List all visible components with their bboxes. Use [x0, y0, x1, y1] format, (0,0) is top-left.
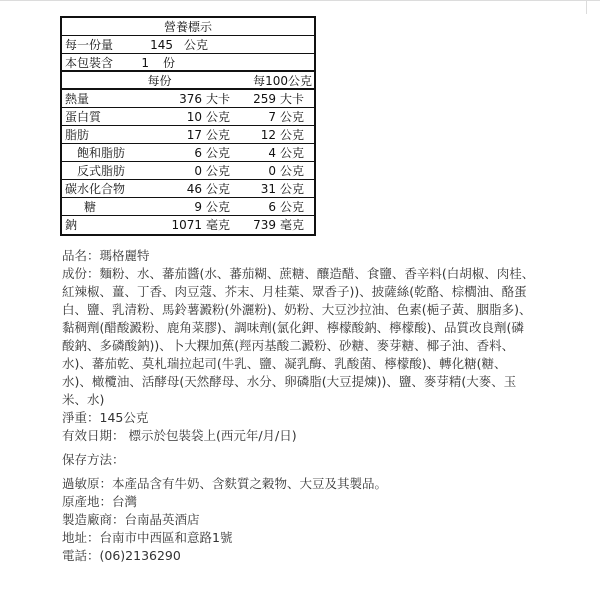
nutrient-value-per-100g: 259 — [253, 92, 276, 106]
nutrient-unit-per-100g: 大卡 — [280, 92, 305, 106]
nutrient-row — [62, 180, 314, 198]
nutrient-unit-per-serving: 公克 — [206, 146, 231, 160]
phone: 電話：(06)2136290 — [62, 548, 181, 563]
nutrient-row — [62, 126, 314, 144]
servings-value: 1 — [141, 56, 150, 70]
serving-size-row — [62, 36, 314, 54]
nutrient-row — [62, 198, 314, 216]
nutrition-title: 營養標示 — [163, 20, 212, 34]
nutrient-unit-per-100g: 公克 — [280, 182, 305, 196]
nutrient-name: 脂肪 — [65, 128, 90, 142]
nutrient-name: 糖 — [84, 200, 97, 214]
nutrient-unit-per-serving: 公克 — [206, 182, 231, 196]
nutrient-unit-per-serving: 公克 — [206, 110, 231, 124]
nutrient-name: 鈉 — [65, 218, 78, 232]
nutrient-value-per-100g: 12 — [260, 128, 276, 142]
nutrient-row — [62, 108, 314, 126]
servings-unit: 份 — [163, 56, 176, 70]
nutrient-row — [62, 216, 314, 234]
nutrient-name: 熱量 — [65, 92, 90, 106]
nutrient-name: 飽和脂肪 — [77, 146, 126, 160]
nutrition-title-row — [62, 18, 314, 36]
nutrient-value-per-100g: 739 — [253, 218, 276, 232]
nutrient-value-per-100g: 0 — [268, 164, 276, 178]
storage-method: 保存方法： — [62, 452, 125, 467]
nutrient-value-per-serving: 17 — [186, 128, 202, 142]
nutrient-name: 碳水化合物 — [65, 182, 126, 196]
nutrient-value-per-100g: 6 — [268, 200, 276, 214]
nutrient-unit-per-serving: 大卡 — [206, 92, 231, 106]
address: 地址：台南市中西區和意路1號 — [62, 530, 233, 545]
nutrient-unit-per-100g: 公克 — [280, 110, 305, 124]
top-border-line — [0, 0, 600, 1]
nutrient-value-per-100g: 31 — [260, 182, 276, 196]
nutrient-row — [62, 90, 314, 108]
nutrient-value-per-serving: 376 — [179, 92, 202, 106]
nutrient-name: 蛋白質 — [65, 110, 102, 124]
nutrition-facts-table — [60, 16, 316, 236]
right-border-line — [586, 0, 587, 14]
manufacturer: 製造廠商：台南晶英酒店 — [62, 512, 200, 527]
serving-size-label: 每一份量 — [65, 38, 114, 52]
servings-row — [62, 54, 314, 72]
nutrient-value-per-100g: 7 — [268, 110, 276, 124]
nutrient-unit-per-100g: 公克 — [280, 128, 305, 142]
nutrient-unit-per-serving: 毫克 — [206, 218, 231, 232]
nutrient-unit-per-serving: 公克 — [206, 164, 231, 178]
nutrient-value-per-serving: 1071 — [171, 218, 202, 232]
nutrient-value-per-serving: 10 — [186, 110, 202, 124]
column-header-row — [62, 72, 314, 90]
net-weight: 淨重：145公克 — [62, 410, 149, 425]
product-info — [62, 247, 536, 565]
country-of-origin: 原產地：台灣 — [62, 494, 138, 509]
servings-label: 本包裝含 — [65, 56, 114, 70]
nutrient-row — [62, 162, 314, 180]
nutrient-name: 反式脂肪 — [77, 164, 126, 178]
expiry-date: 有效日期： 標示於包裝袋上(西元年/月/日) — [62, 428, 297, 443]
nutrient-unit-per-100g: 公克 — [280, 200, 305, 214]
nutrient-unit-per-serving: 公克 — [206, 128, 231, 142]
serving-size-value: 145 — [150, 38, 174, 52]
nutrient-value-per-serving: 46 — [186, 182, 202, 196]
nutrient-unit-per-100g: 毫克 — [280, 218, 305, 232]
product-name: 品名：瑪格麗特 — [62, 248, 150, 263]
ingredients: 成份：麵粉、水、蕃茄醬(水、蕃茄糊、蔗糖、釀造醋、食鹽、香辛料(白胡椒、肉桂、紅辣椒、薑、丁香、肉豆蔻、芥末、月桂葉、眾香子))、披薩絲(乾酪、棕櫚油、酪蛋白、鹽、乳清粉、馬鈴薯澱粉(外灑粉)、奶粉、大豆沙拉油、色素(梔子黃、胭脂多)、黏稠劑(醋酸澱粉、鹿角菜膠)、調味劑(氯化鉀、檸檬酸鈉、檸檬酸)、品質改良劑(磷酸鈉、多磷酸鈉))、卜大粿加蕉(羥丙基酸二澱粉、砂糖、麥芽糖、椰子油、香料、水)、蕃茄乾、莫札瑞拉起司(牛乳、鹽、凝乳酶、乳酸菌、檸檬酸)、轉化糖(糖、水)、橄欖油、活酵母(天然酵母、水分、卵磷脂(大豆提煉))、鹽、麥芽精(大麥、玉米、水) — [62, 266, 535, 407]
column-header-per-serving: 每份 — [147, 74, 172, 88]
nutrient-value-per-100g: 4 — [268, 146, 276, 160]
nutrient-value-per-serving: 6 — [194, 146, 202, 160]
nutrient-value-per-serving: 0 — [194, 164, 202, 178]
serving-size-unit: 公克 — [184, 38, 209, 52]
allergen-info: 過敏原：本產品含有牛奶、含麩質之穀物、大豆及其製品。 — [62, 476, 388, 491]
nutrient-row — [62, 144, 314, 162]
nutrient-value-per-serving: 9 — [194, 200, 202, 214]
nutrient-unit-per-serving: 公克 — [206, 200, 231, 214]
nutrient-unit-per-100g: 公克 — [280, 164, 305, 178]
nutrient-unit-per-100g: 公克 — [280, 146, 305, 160]
column-header-per-100g: 每100公克 — [253, 74, 312, 88]
